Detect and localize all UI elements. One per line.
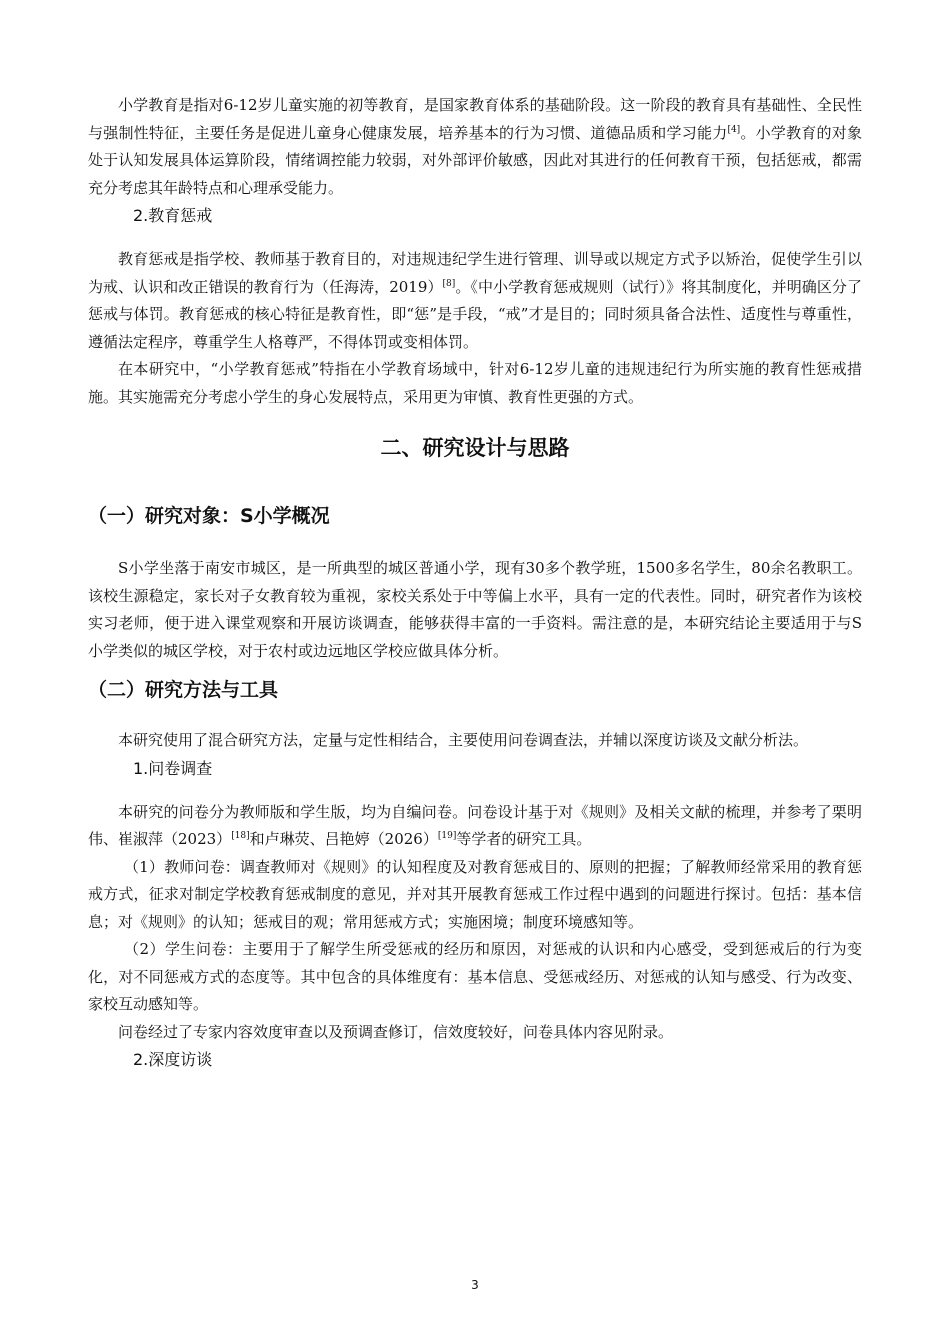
paragraph-text: 。小学教育的对象处于认知发展具体运算阶段，情绪调控能力较弱，对外部评价敏感，因此对其进行的任何教育干预，包括惩戒，都需充分考虑其年龄特点和心理承受能力。 — [88, 123, 862, 197]
paragraph-student-questionnaire: （2）学生问卷：主要用于了解学生所受惩戒的经历和原因，对惩戒的认识和内心感受，受到惩戒后的行为变化，对不同惩戒方式的态度等。其中包含的具体维度有：基本信息、受惩戒经历、对惩戒的认知与感受、行为改变、家校互动感知等。 — [88, 940, 862, 1013]
paragraph-text: 。《中小学教育惩戒规则（试行）》将其制度化，并明确区分了惩戒与体罚。教育惩戒的核心特征是教育性，即“惩”是手段，“戒”才是目的；同时须具备合法性、适度性与尊重性，遵循法定程序，尊重学生人格尊严，不得体罚或变相体罚。 — [88, 277, 862, 351]
paragraph-questionnaire-validity: 问卷经过了专家内容效度审查以及预调查修订，信效度较好，问卷具体内容见附录。 — [118, 1022, 674, 1041]
subheading-interview: 2.深度访谈 — [133, 1050, 213, 1069]
paragraph-school-overview: S小学坐落于南安市城区，是一所典型的城区普通小学，现有30多个教学班，1500多名学生，80余名教职工。该校生源稳定，家长对子女教育较为重视，家校关系处于中等偏上水平，具有一定的代表性。同时，研究者作为该校实习老师，便于进入课堂观察和开展访谈调查，能够获得丰富的一手资料。需注意的是，本研究结论主要适用于与S小学类似的城区学校，对于农村或边远地区学校应做具体分析。 — [88, 559, 862, 660]
subheading-survey: 1.问卷调查 — [133, 758, 213, 778]
paragraph-study-scope: 在本研究中，“小学教育惩戒”特指在小学教育场域中，针对6-12岁儿童的违规违纪行为所实施的教育性惩戒措施。其实施需充分考虑小学生的身心发展特点，采用更为审慎、教育性更强的方式。 — [88, 360, 862, 406]
paragraph-text: 小学教育是指对6-12岁儿童实施的初等教育，是国家教育体系的基础阶段。这一阶段的教育具有基础性、全民性与强制性特征，主要任务是促进儿童身心健康发展，培养基本的行为习惯、道德品质和学习能力 — [88, 96, 862, 142]
paragraph-text: 和卢琳荧、吕艳婷（2026） — [249, 830, 438, 848]
paragraph-text: 等学者的研究工具。 — [456, 830, 592, 848]
paragraph-survey-design — [88, 799, 862, 854]
paragraph-teacher-questionnaire: （1）教师问卷：调查教师对《规则》的认知程度及对教育惩戒目的、原则的把握；了解教师经常采用的教育惩戒方式，征求对制定学校教育惩戒制度的意见，并对其开展教育惩戒工作过程中遇到的问题进行探讨。包括：基本信息；对《规则》的认知；惩戒目的观；常用惩戒方式；实施困境；制度环境感知等。 — [88, 857, 862, 931]
paragraph-punishment-definition — [88, 246, 862, 356]
paragraph-methods-intro: 本研究使用了混合研究方法，定量与定性相结合，主要使用问卷调查法，并辅以深度访谈及文献分析法。 — [118, 731, 809, 749]
section-heading-research-object: （一）研究对象：S小学概况 — [88, 505, 330, 527]
page-number: 3 — [471, 1278, 479, 1292]
section-heading-methods: （二）研究方法与工具 — [88, 679, 279, 701]
citation-ref: [19] — [437, 831, 457, 841]
chapter-heading: 二、研究设计与思路 — [380, 436, 570, 460]
citation-ref: [18] — [231, 831, 250, 841]
page-content — [88, 92, 862, 1074]
subheading-educational-punishment: 2.教育惩戒 — [133, 206, 213, 225]
paragraph-text: 本研究的问卷分为教师版和学生版，均为自编问卷。问卷设计基于对《规则》及相关文献的梳理，并参考了栗明伟、崔淑萍（2023） — [88, 802, 862, 848]
paragraph-text: 教育惩戒是指学校、教师基于教育目的，对违规违纪学生进行管理、训导或以规定方式予以矫治，促使学生引以为戒、认识和改正错误的教育行为（任海涛，2019） — [88, 250, 862, 296]
paragraph-primary-education — [88, 92, 862, 202]
citation-ref: [4] — [727, 124, 741, 135]
citation-ref: [8] — [442, 278, 456, 289]
